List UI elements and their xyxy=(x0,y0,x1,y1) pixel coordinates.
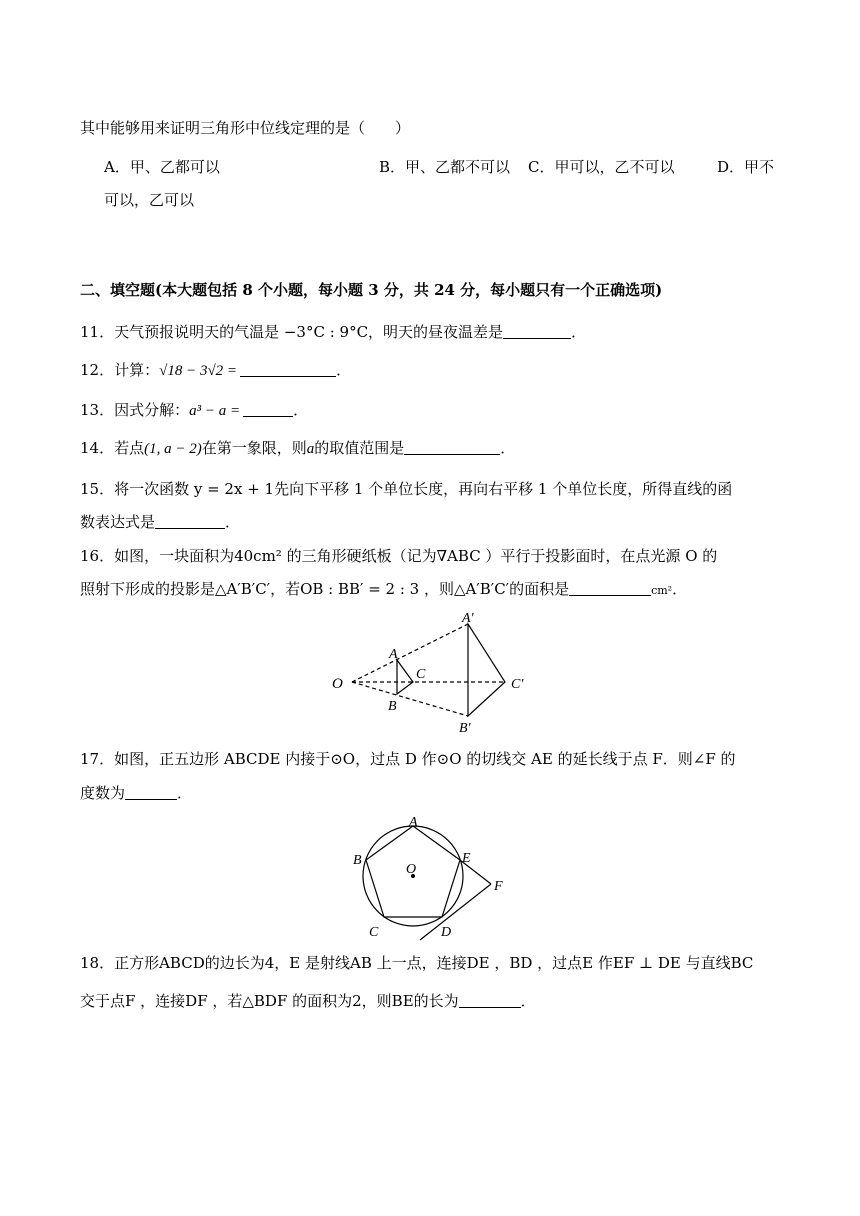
q14-text-mid: 在第一象限，则 xyxy=(201,439,307,457)
large-triangle-a2b2c2 xyxy=(468,624,505,716)
label-a-prime: A′ xyxy=(462,611,474,626)
q15-line1: 15．将一次函数 y = 2x + 1先向下平移 1 个单位长度，再向右平移 1 个单位长度，所得直线的函 xyxy=(80,480,733,498)
q16-end: ． xyxy=(672,580,688,598)
small-triangle-abc xyxy=(397,660,413,694)
q15-answer-blank[interactable] xyxy=(155,513,225,529)
label-e: E xyxy=(462,851,471,866)
q17-end: ． xyxy=(177,784,193,802)
q16-text: 照射下形成的投影是△A′B′C′，若OB : BB′ = 2 : 3 ，则△A′B′C′的面积是 xyxy=(80,580,570,598)
q13-end: ． xyxy=(293,401,309,419)
q16-answer-blank[interactable] xyxy=(569,580,651,596)
projection-figure xyxy=(320,608,550,738)
question-12 xyxy=(80,359,351,382)
q10-stem: 其中能够用来证明三角形中位线定理的是（ ） xyxy=(80,119,411,137)
label-c-prime: C′ xyxy=(511,677,524,692)
dashed-ray-ob xyxy=(352,682,468,716)
q17-answer-blank[interactable] xyxy=(125,784,177,800)
label-a: A xyxy=(389,647,398,662)
q18-end: ． xyxy=(520,992,536,1010)
q12-answer-blank[interactable] xyxy=(240,361,336,377)
question-13 xyxy=(80,399,308,422)
question-14 xyxy=(80,437,515,460)
q14-point: (1, a − 2) xyxy=(144,441,202,457)
q10-option-d: D．甲不 xyxy=(717,158,775,176)
section-header: 二、填空题(本大题包括 8 个小题，每小题 3 分，共 24 分，每小题只有一个正确选项) xyxy=(80,281,663,299)
label-c: C xyxy=(416,667,426,682)
q14-end: ． xyxy=(500,439,516,457)
q18-answer-blank[interactable] xyxy=(459,992,521,1008)
question-11 xyxy=(80,321,586,343)
label-c: C xyxy=(369,925,379,940)
label-b-prime: B′ xyxy=(459,721,471,736)
q16-line1: 16．如图，一块面积为40cm² 的三角形硬纸板（记为∇ABC ）平行于投影面时，在点光源 O 的 xyxy=(80,547,718,565)
q15-end: ． xyxy=(225,513,241,531)
label-f: F xyxy=(494,879,503,894)
q12-expression: √18 − 3√2 = xyxy=(159,363,238,379)
q11-text: 11．天气预报说明天的气温是 −3°C : 9°C，明天的昼夜温差是 xyxy=(80,323,504,341)
tangent-line-df xyxy=(420,884,491,940)
label-b: B xyxy=(353,853,362,868)
q18-text: 交于点F ，连接DF ，若△BDF 的面积为2，则BE的长为 xyxy=(80,992,459,1010)
q10-option-c: C．甲可以，乙不可以 xyxy=(528,158,675,176)
dashed-ray-oa xyxy=(352,624,468,682)
q10-option-b: B．甲、乙都不可以 xyxy=(379,158,511,176)
label-o: O xyxy=(332,676,343,692)
q16-line2 xyxy=(80,578,687,602)
q12-end: ． xyxy=(336,361,352,379)
q15-text: 数表达式是 xyxy=(80,513,156,531)
q14-text: 14．若点 xyxy=(80,439,145,457)
q11-end: ． xyxy=(571,323,587,341)
q14-variable: a xyxy=(306,441,315,457)
q18-line1: 18．正方形ABCD的边长为4，E 是射线AB 上一点，连接DE ，BD ，过点E 作EF ⊥ DE 与直线BC xyxy=(80,954,754,972)
q17-line2 xyxy=(80,782,192,804)
label-b: B xyxy=(388,699,397,714)
q14-answer-blank[interactable] xyxy=(404,439,500,455)
label-d: D xyxy=(441,925,452,940)
q13-answer-blank[interactable] xyxy=(243,401,293,417)
q18-line2 xyxy=(80,990,536,1012)
q12-text: 12．计算： xyxy=(80,361,160,379)
q14-text-after: 的取值范围是 xyxy=(314,439,405,457)
q10-option-d-cont: 可以，乙可以 xyxy=(104,191,195,209)
pentagon-figure xyxy=(345,812,515,942)
q17-text: 度数为 xyxy=(80,784,126,802)
q13-text: 13．因式分解： xyxy=(80,401,190,419)
q13-expression: a³ − a = xyxy=(189,403,241,419)
q11-answer-blank[interactable] xyxy=(503,323,571,339)
q15-line2 xyxy=(80,511,240,533)
q17-line1: 17．如图，正五边形 ABCDE 内接于⊙O，过点 D 作⊙O 的切线交 AE 的延长线于点 F．则∠F 的 xyxy=(80,750,736,768)
label-o: O xyxy=(406,862,417,877)
q10-option-a: A．甲、乙都可以 xyxy=(104,158,220,176)
label-a: A xyxy=(409,815,418,830)
q16-unit: cm² xyxy=(651,584,673,597)
